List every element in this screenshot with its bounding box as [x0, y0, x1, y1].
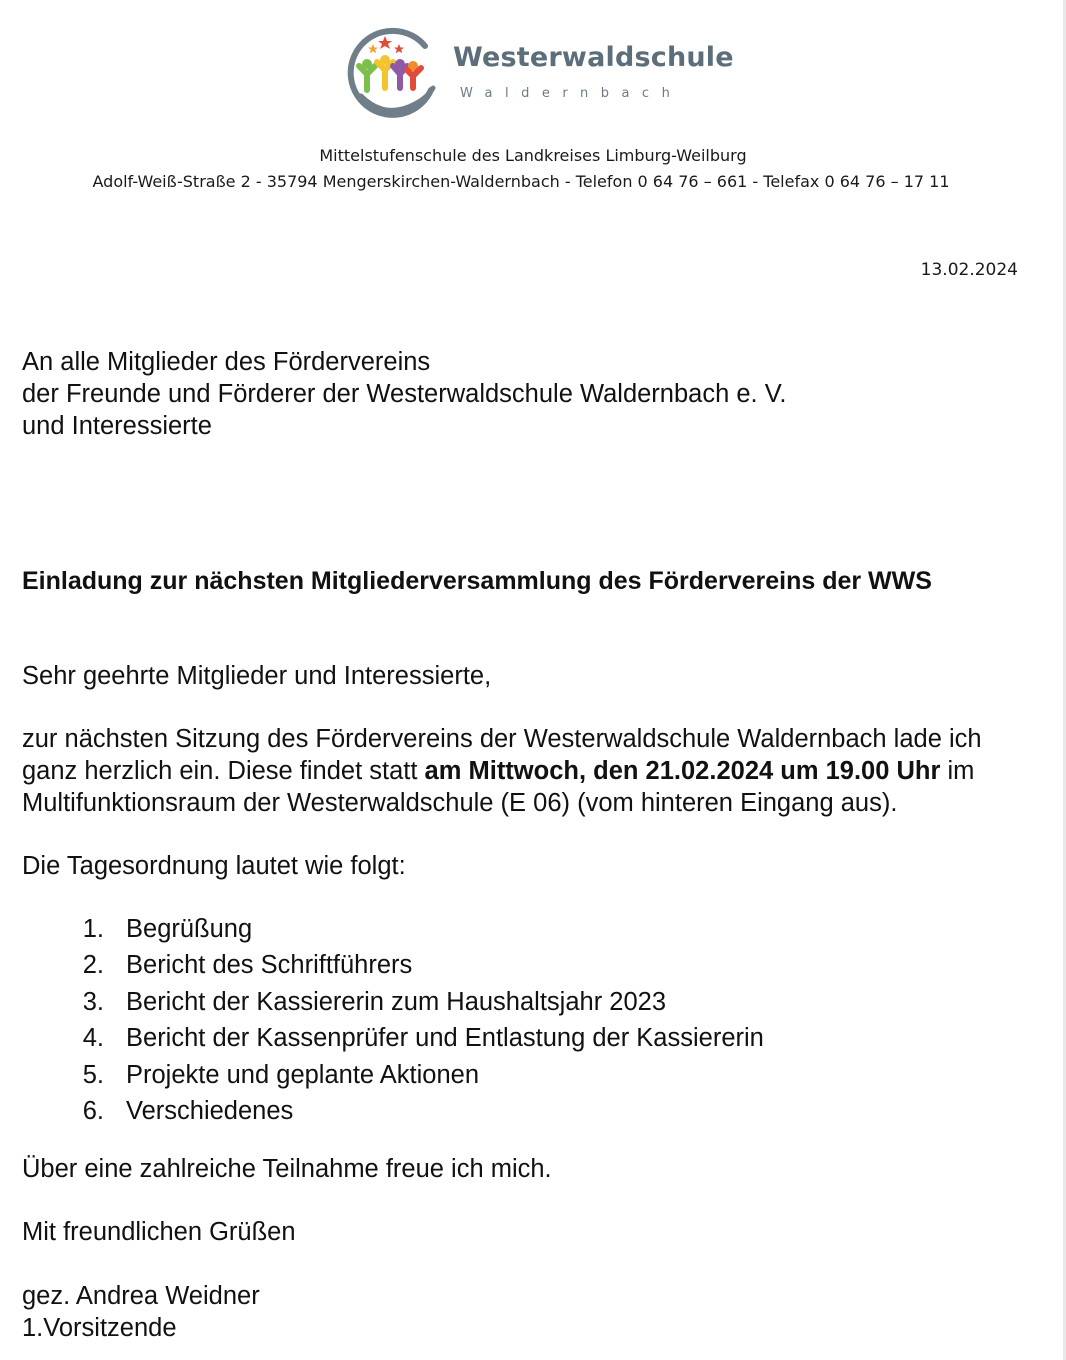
signature-block — [22, 1280, 260, 1344]
recipients — [22, 346, 786, 442]
letterhead-logo — [345, 24, 734, 124]
body-text: im — [940, 757, 975, 785]
school-location: Waldernbach — [460, 86, 683, 101]
agenda-item — [22, 949, 764, 985]
agenda-intro: Die Tagesordnung lautet wie folgt: — [22, 852, 406, 880]
agenda-number: 3. — [82, 987, 104, 1016]
closing-sentence: Über eine zahlreiche Teilnahme freue ich mich. — [22, 1155, 552, 1183]
agenda-text: Bericht der Kassenprüfer und Entlastung der Kassiererin — [126, 1024, 764, 1053]
agenda-number: 4. — [82, 1024, 104, 1053]
signature-name: gez. Andrea Weidner — [22, 1282, 260, 1310]
agenda-item — [22, 986, 764, 1022]
body-paragraph — [22, 723, 982, 819]
letter-subject: Einladung zur nächsten Mitgliederversammlung des Fördervereins der WWS — [22, 567, 932, 595]
body-line: zur nächsten Sitzung des Fördervereins der Westerwaldschule Waldernbach lade ich — [22, 725, 982, 753]
agenda-item — [22, 1059, 764, 1095]
agenda-text: Bericht der Kassiererin zum Haushaltsjahr 2023 — [126, 987, 667, 1016]
agenda-number: 5. — [82, 1060, 104, 1089]
regards: Mit freundlichen Grüßen — [22, 1218, 296, 1246]
recipients-line: der Freunde und Förderer der Westerwaldschule Waldernbach e. V. — [22, 380, 787, 408]
agenda-item — [22, 1095, 764, 1131]
agenda-text: Verschiedenes — [126, 1096, 294, 1125]
meeting-date-time: am Mittwoch, den 21.02.2024 um 19.00 Uhr — [424, 757, 941, 785]
school-address: Adolf-Weiß-Straße 2 - 35794 Mengerskirchen-Waldernbach - Telefon 0 64 76 – 661 - Telefax 0 64 76 – 17 11 — [92, 172, 950, 191]
agenda-text: Begrüßung — [126, 915, 253, 943]
letter-date: 13.02.2024 — [920, 260, 1018, 280]
recipients-line: und Interessierte — [22, 412, 212, 440]
school-logo-icon — [345, 24, 441, 120]
agenda-item — [22, 913, 764, 949]
agenda-text: Projekte und geplante Aktionen — [126, 1060, 480, 1089]
agenda-list — [22, 913, 764, 1131]
salutation: Sehr geehrte Mitglieder und Interessierte, — [22, 662, 492, 690]
agenda-text: Bericht des Schriftführers — [126, 951, 413, 980]
school-name: Westerwaldschule — [453, 42, 734, 73]
recipients-line: An alle Mitglieder des Fördervereins — [22, 348, 431, 376]
agenda-item — [22, 1022, 764, 1058]
body-line: Multifunktionsraum der Westerwaldschule (E 06) (vom hinteren Eingang aus). — [22, 789, 898, 817]
body-line — [22, 755, 982, 787]
signature-role: 1.Vorsitzende — [22, 1314, 177, 1342]
agenda-number: 6. — [82, 1096, 104, 1125]
school-type: Mittelstufenschule des Landkreises Limburg-Weilburg — [319, 146, 747, 165]
agenda-number: 1. — [82, 915, 104, 943]
agenda-number: 2. — [82, 951, 104, 980]
body-text: ganz herzlich ein. Diese findet statt — [22, 757, 425, 785]
